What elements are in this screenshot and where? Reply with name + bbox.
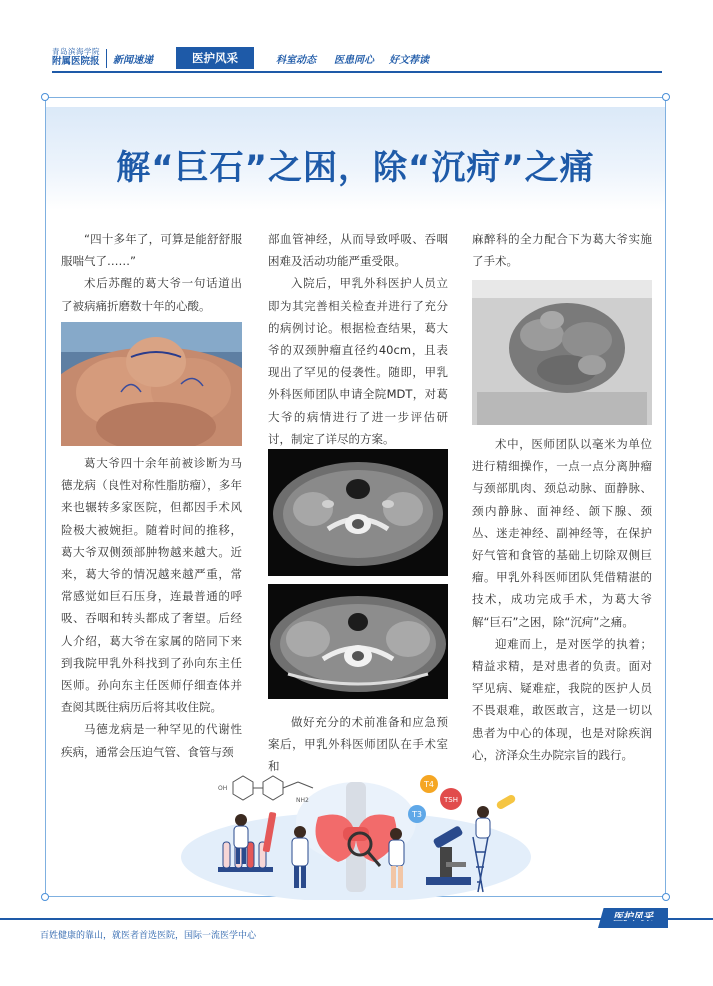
paragraph: 马德龙病是一种罕见的代谢性疾病，通常会压迫气管、食管与颈 (61, 722, 242, 759)
paragraph: “四十多年了，可算是能舒舒服服喘气了……” (61, 232, 242, 269)
nav-recommended-reading[interactable]: 好文荐读 (389, 55, 429, 66)
paragraph: 葛大爷四十余年前被诊断为马德龙病（良性对称性脂肪瘤），多年来也辗转多家医院，但都因手术风险极大被婉拒。随着时间的推移，葛大爷双侧颈部肿物越来越大。近来，葛大爷的情况越来越严重，常常感觉如巨石压身，连最普通的呼吸、吞咽和转头都成了奢望。后经人介绍，葛大爷在家属的陪同下来到我院甲乳外科找到了孙向东主任医师。孙向东主任医师仔细查体并查阅其既往病历后将其收住院。 (61, 456, 242, 715)
t4-badge-label: T4 (424, 780, 434, 789)
header-rule (52, 71, 662, 73)
logo-school-name: 青岛滨海学院 (52, 47, 100, 56)
paragraph: 部血管神经，从而导致呼吸、吞咽困难及活动功能严重受限。 (268, 232, 448, 269)
logo-paper-name: 附属医院报 (52, 56, 100, 67)
formula-hydroxyl-label: OH (218, 785, 228, 792)
article-column-3-continued (472, 433, 652, 766)
nav-doctor-patient[interactable]: 医患同心 (334, 55, 374, 66)
formula-amine-label: NH2 (296, 797, 309, 804)
nav-department-news[interactable]: 科室动态 (276, 55, 316, 66)
paragraph: 术后苏醒的葛大爷一句话道出了被病痛折磨数十年的心酸。 (61, 276, 242, 313)
patient-photo-image (61, 322, 242, 446)
patient-neck-photo (61, 322, 242, 446)
article-column-1-continued (61, 452, 242, 763)
ct-scan-image-1 (268, 449, 448, 576)
article-column-1 (61, 228, 242, 317)
ct-scan-image-2 (268, 584, 448, 699)
paragraph: 迎难而上，是对医学的执着；精益求精，是对患者的负责。面对罕见病、疑难症，我院的医护人员不畏艰难，敢医敢言，这是一切以患者为中心的体现，也是对除疾润心，济泽众生办院宗旨的践行。 (472, 636, 652, 762)
tumor-specimen-image (472, 280, 652, 425)
header-separator (106, 49, 107, 68)
paragraph: 做好充分的术前准备和应急预案后，甲乳外科医师团队在手术室和 (268, 715, 448, 774)
frame-corner-dot (41, 893, 49, 901)
frame-corner-dot (662, 93, 670, 101)
newspaper-logo (52, 47, 106, 67)
footer-rule (0, 918, 713, 920)
excised-tumor-photo (472, 280, 652, 425)
article-column-2 (268, 228, 448, 450)
paragraph: 术中，医师团队以毫米为单位进行精细操作，一点一点分离肿瘤与颈部肌肉、颈总动脉、面静脉、颈内静脉、面神经、颌下腺、颈丛、迷走神经、副神经等，在保护好气管和食管的基础上切除双侧巨瘤。甲乳外科医师团队凭借精湛的技术，成功完成手术，为葛大爷解“巨石”之困，除“沉疴”之痛。 (472, 437, 652, 629)
paragraph: 麻醉科的全力配合下为葛大爷实施了手术。 (472, 232, 652, 269)
footer-slogan: 百姓健康的靠山，就医者首选医院，国际一流医学中心 (40, 931, 257, 941)
frame-corner-dot (662, 893, 670, 901)
paragraph: 入院后，甲乳外科医护人员立即为其完善相关检查并进行了充分的病例讨论。根据检查结果，葛大爷的双颈肿瘤直径约40cm，且表现出了罕见的侵袭性。随即，甲乳外科医师团队申请全院MDT，对葛大爷的病情进行了进一步评估研讨，制定了详尽的方案。 (268, 276, 448, 446)
nav-medical-style-active[interactable]: 医护风采 (176, 47, 254, 69)
doctor-figure-ladder (476, 806, 490, 838)
article-title: 解“巨石”之困，除“沉疴”之痛 (116, 148, 595, 188)
tsh-badge-label: TSH (444, 796, 458, 804)
frame-corner-dot (41, 93, 49, 101)
article-column-3 (472, 228, 652, 272)
page-header (0, 0, 713, 80)
ct-scan-upper-image (268, 449, 448, 576)
medical-team-illustration (178, 762, 533, 900)
t3-badge-label: T3 (412, 810, 422, 819)
nav-news[interactable]: 新闻速递 (113, 55, 153, 66)
thyroid-lab-illustration (178, 762, 533, 900)
pill-icon (495, 794, 516, 811)
ct-scan-lower-image (268, 584, 448, 699)
